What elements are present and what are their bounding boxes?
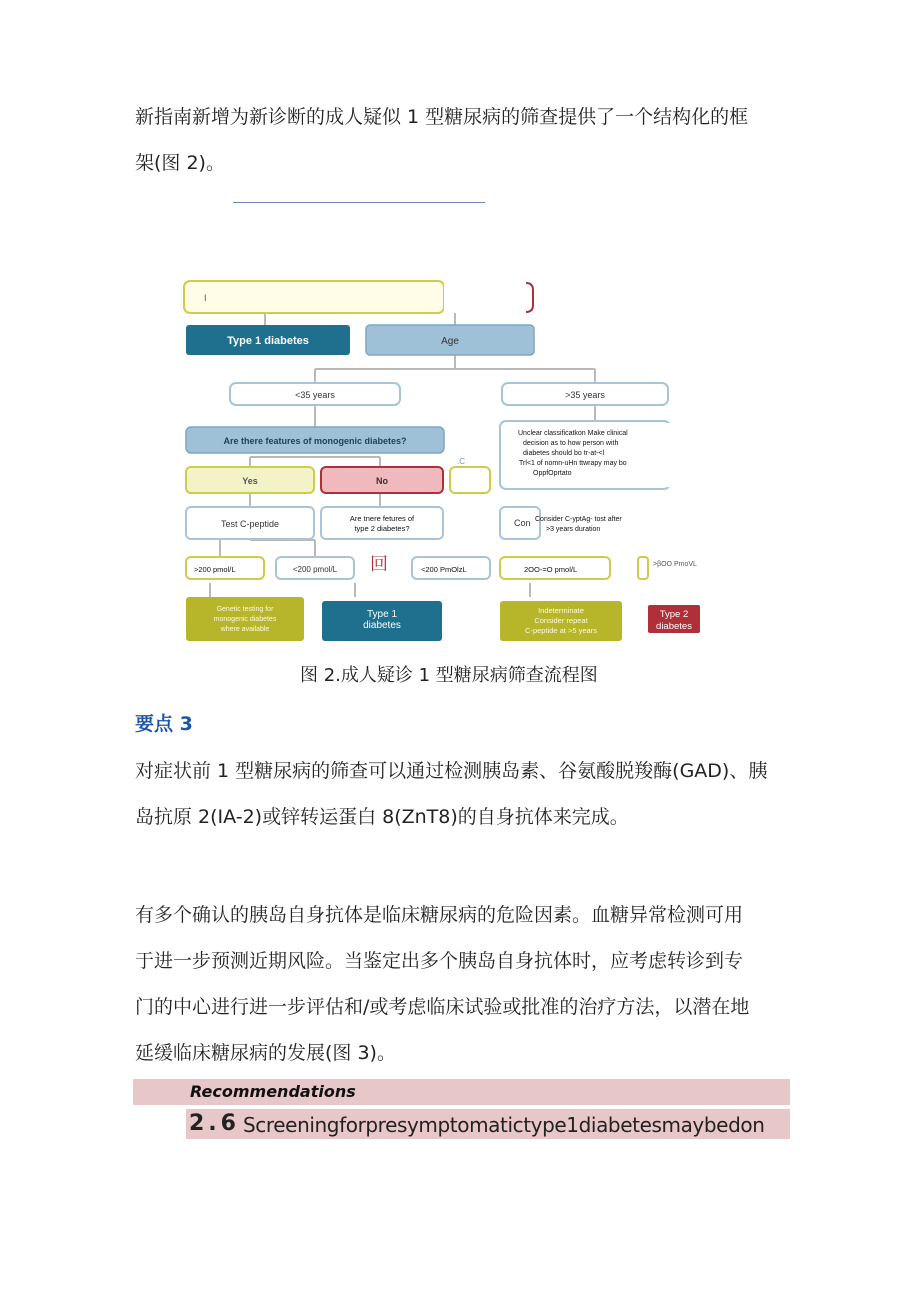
svg-text:where available [220, 626, 270, 633]
unclear-line-1: Unclear classificatkon Make clinical [518, 430, 628, 437]
consider-partial-label: Con [514, 518, 531, 528]
separator-line [233, 202, 485, 203]
lt200-left-label: <200 pmol/L [292, 565, 338, 574]
gt600-right-label: >βOO PmoVL [653, 561, 697, 568]
svg-text:Type 2 [660, 609, 689, 620]
test-cpeptide-label: Test C-peptide [220, 519, 280, 529]
gt200-left-label: >200 pmol/L [194, 565, 236, 574]
svg-text:Genetic testing for [217, 606, 274, 613]
svg-text:OppfOprtato [533, 470, 572, 477]
type1-bottom-line-2: diabetes [363, 620, 401, 631]
svg-text:type 2 diabetes? [354, 524, 409, 533]
type1-bottom-line-1: Type 1 [366, 609, 398, 620]
autoantibody-paragraph [135, 892, 795, 1076]
svg-text:diabetes should bo tr-at-<l [523, 450, 605, 457]
para3-line-3: 门的中心进行进一步评估和/或考虑临床试验或批准的治疗方法，以潜在地 [135, 996, 750, 1018]
consider-cpeptide-line-1: Consider C-yptAg- tost after [535, 516, 622, 523]
svg-text:decision as to how person with [523, 440, 618, 447]
keypoint-line-1: 对症状前 1 型糖尿病的筛查可以通过检测胰岛素、谷氨酸脱羧酶(GAD)、胰 [135, 760, 768, 782]
type2-question-line-2: type 2 diabetes? [354, 524, 410, 533]
svg-text:Consider repeat [534, 616, 588, 625]
keypoint-paragraph [135, 748, 795, 840]
type2-question-line-1: Are tnere fetures of [349, 514, 415, 523]
svg-text:Unclear classificatkon Make cl [518, 430, 628, 437]
svg-text:>3 years duration [546, 526, 600, 533]
range-right-label: 2OO-=O pmol/L [524, 565, 578, 574]
figure-caption: 图 2.成人疑诊 1 型糖尿病筛查流程图 [300, 665, 598, 686]
para3-line-4: 延缓临床糖尿病的发展(图 3)。 [135, 1042, 396, 1064]
indeterminate-line-3: C-peptide at >5 years [525, 626, 597, 635]
age-label: Age [441, 336, 459, 347]
top-left-label: I [204, 293, 207, 303]
svg-text:Trl<1 of nomn-uHn ttwrapy may [519, 460, 627, 467]
mid-c-mark: .C [457, 457, 465, 466]
para3-line-1: 有多个确认的胰岛自身抗体是临床糖尿病的危险因素。血糖异常检测可用 [135, 904, 744, 926]
consider-cpeptide-line-2: >3 years duration [546, 526, 601, 533]
recommendation-number: 2.6 [189, 1111, 240, 1136]
lt200-right-label: <200 PmOlzL [421, 565, 467, 574]
genetic-line-2: monogenic diabetes [213, 616, 277, 623]
svg-text:Indeterminate [538, 606, 584, 615]
svg-text:diabetes [363, 620, 401, 631]
intro-paragraph [135, 94, 795, 186]
type2-line-1: Type 2 [659, 609, 689, 620]
screening-flowchart [180, 265, 706, 645]
intro-line-2: 架(图 2)。 [135, 152, 225, 174]
indeterminate-line-2: Consider repeat [534, 616, 588, 625]
intro-line-1: 新指南新增为新诊断的成人疑似 1 型糖尿病的筛查提供了一个结构化的框 [135, 106, 749, 128]
unclear-line-3: diabetes should bo tr-at-<l [523, 450, 605, 457]
svg-text:Consider C-yptAg- tost after [535, 516, 622, 523]
genetic-line-1: Genetic testing for [216, 606, 274, 613]
para3-line-2: 于进一步预测近期风险。当鉴定出多个胰岛自身抗体时，应考虑转诊到专 [135, 950, 744, 972]
indeterminate-line-1: Indeterminate [538, 606, 584, 615]
recommendation-text: Screeningforpresymptomatictype1diabetesmaybedon [243, 1113, 765, 1137]
keypoint-heading: 要点 3 [135, 713, 193, 735]
unclear-line-2: decision as to how person with [523, 440, 619, 447]
type2-line-2: diabetes [656, 621, 692, 632]
keypoint-line-2: 岛抗原 2(IA-2)或锌转运蛋白 8(ZnT8)的自身抗体来完成。 [135, 806, 629, 828]
no-label: No [376, 476, 388, 486]
box-mark: 回 [370, 554, 388, 574]
svg-text:diabetes [656, 621, 692, 632]
unclear-line-4: Trl<1 of nomn-uHn ttwrapy may bo [519, 460, 627, 467]
svg-text:C-peptide at >5 years [525, 626, 597, 635]
svg-text:Are tnere fetures of [350, 514, 415, 523]
genetic-line-3: where available [220, 626, 270, 633]
under-35-label: <35 years [295, 390, 335, 400]
svg-text:Type 1 [367, 609, 397, 620]
svg-text:monogenic diabetes [214, 616, 277, 623]
unclear-line-5: OppfOprtato [533, 470, 572, 477]
over-35-label: >35 years [565, 390, 605, 400]
type1-top-label: Type 1 diabetes [227, 335, 309, 347]
yes-label: Yes [242, 476, 258, 486]
monogenic-question: Are there features of monogenic diabetes? [223, 436, 407, 446]
recommendations-title: Recommendations [190, 1082, 356, 1101]
